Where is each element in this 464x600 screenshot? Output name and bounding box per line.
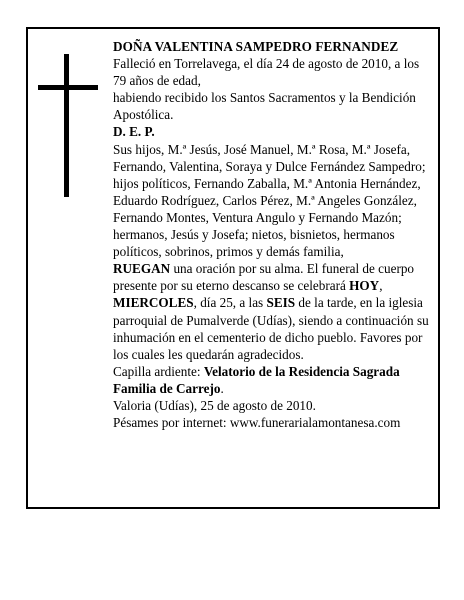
wake-location [113, 363, 429, 397]
online-condolences: Pésames por internet: www.funerarialamontanesa.com [113, 415, 401, 431]
death-details: Falleció en Torrelavega, el día 24 de agosto de 2010, a los 79 años de edad, [113, 56, 420, 89]
capilla-label: Capilla ardiente: [113, 363, 204, 379]
miercoles-word: MIERCOLES [113, 295, 194, 311]
funeral-comma: , [379, 278, 383, 294]
funeral-text-3: de la tarde, en la iglesia parroquial de Pumalverde (Udías), siendo a continuación su inhumación en el cementerio de dicho pueblo. Favores por los cuales les quedarán agradecidos. [113, 295, 429, 362]
cross-icon [38, 54, 98, 197]
capilla-place: Velatorio de la Residencia Sagrada Familia de Carrejo [113, 363, 400, 396]
family-list: Sus hijos, M.ª Jesús, José Manuel, M.ª Rosa, M.ª Josefa, Fernando, Valentina, Soraya y Dulce Fernández Sampedro; hijos políticos, Fernando Zaballa, M.ª Antonia Hernández, Eduardo Rodríguez, Carlos Pérez, M.ª Angeles González, Fernando Montes, Ventura Angulo y Fernando Mazón; hermanos, Jesús y Josefa; nietos, bisnietos, hermanos políticos, sobrinos, primos y demás familia, [113, 141, 426, 260]
hoy-word: HOY [349, 278, 380, 294]
dep-heading: D. E. P. [113, 124, 155, 140]
funeral-paragraph [113, 260, 429, 363]
place-date: Valoria (Udías), 25 de agosto de 2010. [113, 397, 316, 413]
obituary-text [113, 38, 429, 431]
sacraments-line: habiendo recibido los Santos Sacramentos y la Bendición Apostólica. [113, 90, 416, 123]
seis-word: SEIS [266, 295, 296, 311]
ruegan-word: RUEGAN [113, 261, 171, 277]
funeral-text-1: una oración por su alma. El funeral de cuerpo presente por su eterno descanso se celebrará [113, 261, 415, 294]
capilla-end: . [220, 380, 224, 396]
deceased-name: DOÑA VALENTINA SAMPEDRO FERNANDEZ [113, 39, 399, 54]
funeral-text-2: , día 25, a las [193, 295, 267, 311]
